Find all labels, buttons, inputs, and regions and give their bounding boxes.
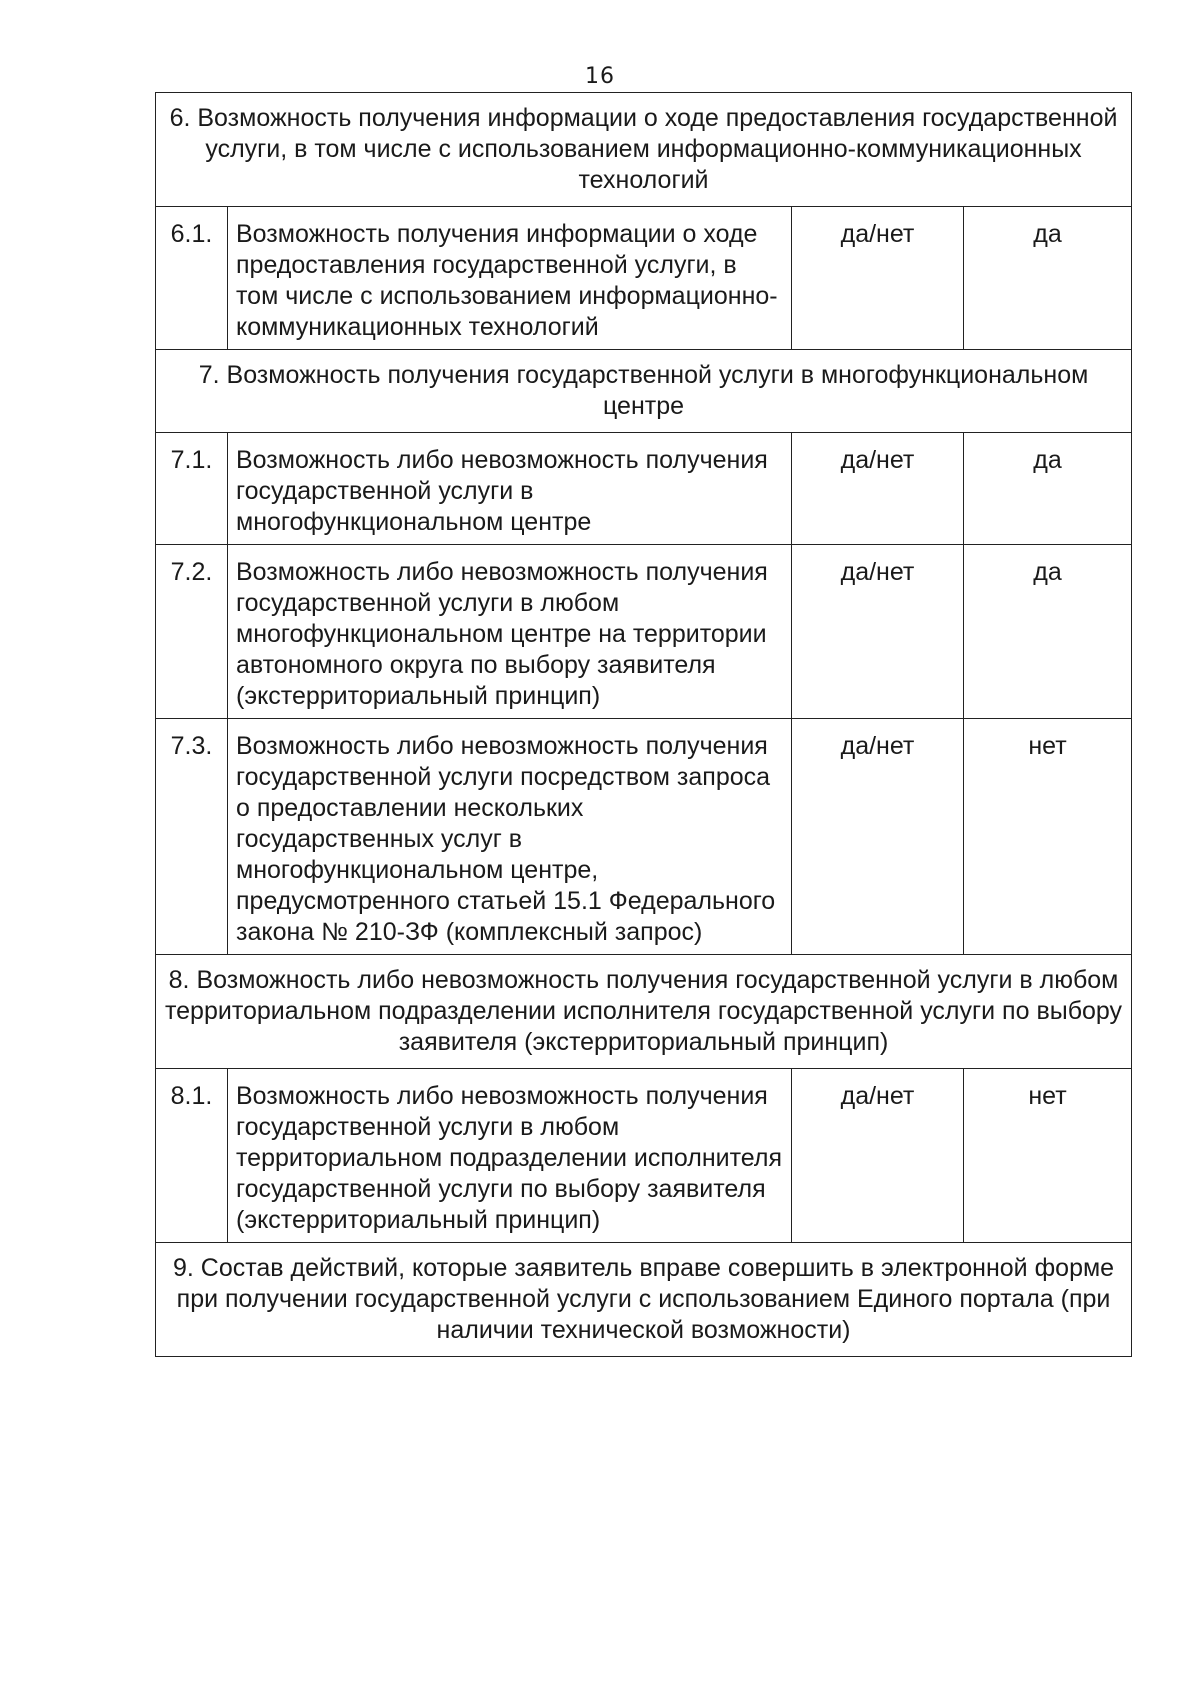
page-number: 16 <box>585 64 615 89</box>
row-description: Возможность либо невозможность получения государственной услуги посредством запроса о предоставлении нескольких государственных услуг в многофункциональном центре, предусмотренного статьей 15.1 Федерального закона № 210-ЗФ (комплексный запрос) <box>228 719 792 955</box>
table-row <box>156 433 1132 545</box>
row-value: нет <box>964 719 1132 955</box>
row-number: 7.2. <box>156 545 228 719</box>
row-unit: да/нет <box>792 719 964 955</box>
row-description: Возможность либо невозможность получения государственной услуги в любом территориальном подразделении исполнителя государственной услуги по выбору заявителя (экстерриториальный принцип) <box>228 1069 792 1243</box>
section-9-heading-row <box>156 1243 1132 1357</box>
row-number: 8.1. <box>156 1069 228 1243</box>
section-8-heading-row <box>156 955 1132 1069</box>
section-heading: 7. Возможность получения государственной услуги в многофункциональном центре <box>156 350 1132 433</box>
section-6-heading-row <box>156 93 1132 207</box>
row-value: нет <box>964 1069 1132 1243</box>
table-row <box>156 545 1132 719</box>
row-unit: да/нет <box>792 545 964 719</box>
row-description: Возможность либо невозможность получения государственной услуги в многофункциональном центре <box>228 433 792 545</box>
table-row <box>156 207 1132 350</box>
section-heading: 6. Возможность получения информации о ходе предоставления государственной услуги, в том числе с использованием информационно-коммуникационных технологий <box>156 93 1132 207</box>
row-value: да <box>964 545 1132 719</box>
table-row <box>156 1069 1132 1243</box>
indicators-table <box>155 92 1132 1357</box>
row-number: 7.3. <box>156 719 228 955</box>
row-value: да <box>964 433 1132 545</box>
row-description: Возможность получения информации о ходе предоставления государственной услуги, в том числе с использованием информационно-коммуникационных технологий <box>228 207 792 350</box>
row-description: Возможность либо невозможность получения государственной услуги в любом многофункциональном центре на территории автономного округа по выбору заявителя (экстерриториальный принцип) <box>228 545 792 719</box>
row-value: да <box>964 207 1132 350</box>
row-number: 7.1. <box>156 433 228 545</box>
row-unit: да/нет <box>792 207 964 350</box>
row-unit: да/нет <box>792 1069 964 1243</box>
section-7-heading-row <box>156 350 1132 433</box>
section-heading: 8. Возможность либо невозможность получения государственной услуги в любом территориальном подразделении исполнителя государственной услуги по выбору заявителя (экстерриториальный принцип) <box>156 955 1132 1069</box>
row-number: 6.1. <box>156 207 228 350</box>
table-row <box>156 719 1132 955</box>
row-unit: да/нет <box>792 433 964 545</box>
section-heading: 9. Состав действий, которые заявитель вправе совершить в электронной форме при получении государственной услуги с использованием Единого портала (при наличии технической возможности) <box>156 1243 1132 1357</box>
